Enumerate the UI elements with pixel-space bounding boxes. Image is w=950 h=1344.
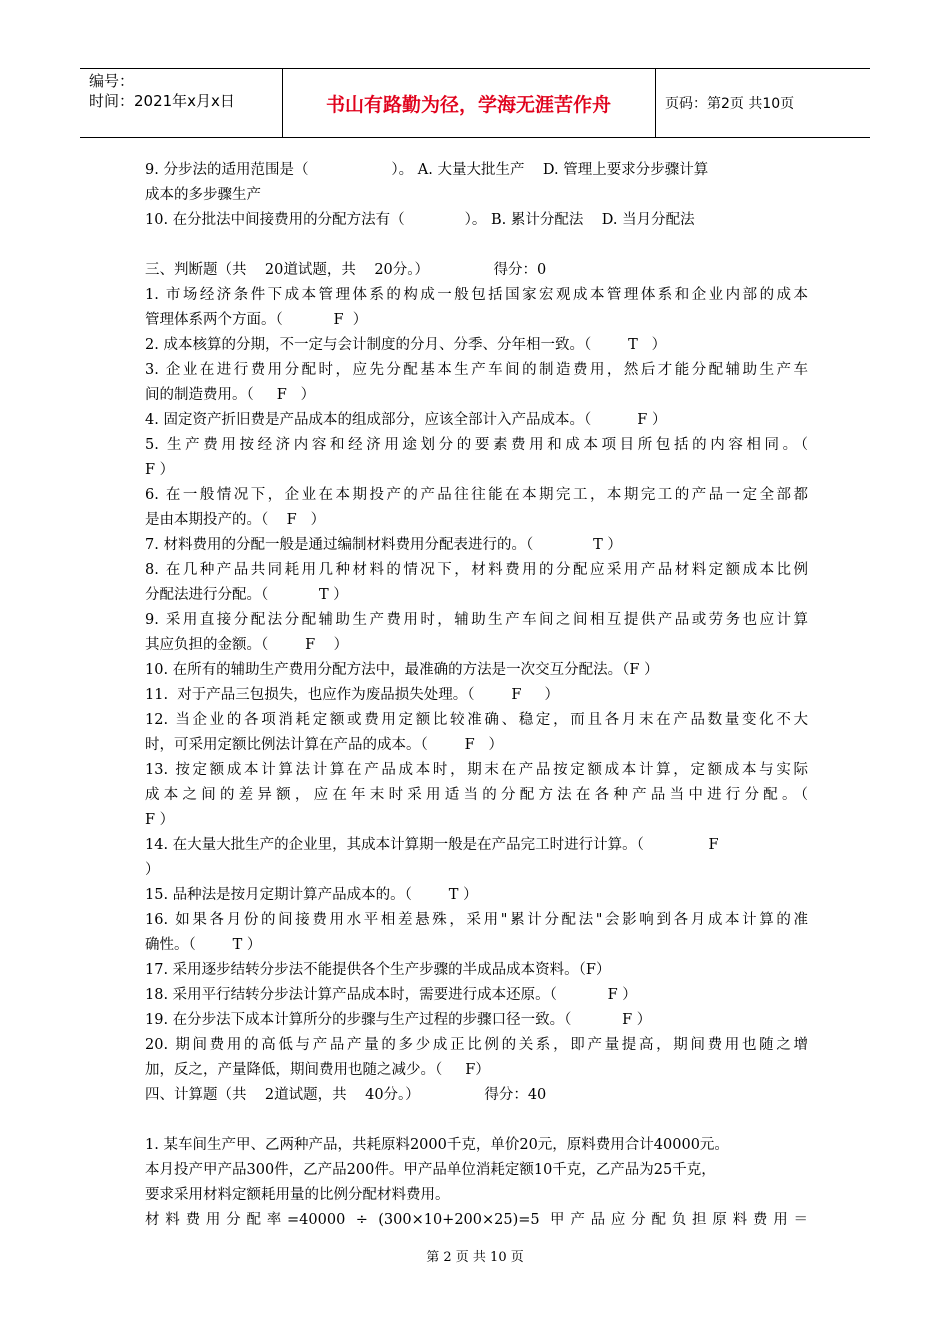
header-motto: 书山有路勤为径，学海无涯苦作舟 [282, 69, 656, 137]
text-line: 12. 当企业的各项消耗定额或费用定额比较准确、稳定，而且各月末在产品数量变化不大 [145, 712, 808, 728]
text-line: 17. 采用逐步结转分步法不能提供各个生产步骤的半成品成本资料。（F） [145, 962, 611, 978]
text-line: 时，可采用定额比例法计算在产品的成本。（ F ） [145, 737, 504, 753]
text-line: 管理体系两个方面。（ F ） [145, 312, 368, 328]
text-line: 3. 企业在进行费用分配时，应先分配基本生产车间的制造费用，然后才能分配辅助生产车 [145, 362, 808, 378]
text-line: 7. 材料费用的分配一般是通过编制材料费用分配表进行的。（ T ） [145, 537, 622, 553]
text-line: 18. 采用平行结转分步法计算产品成本时，需要进行成本还原。（ F ） [145, 987, 637, 1003]
text-line: 20. 期间费用的高低与产品产量的多少成正比例的关系，即产量提高，期间费用也随之增 [145, 1037, 808, 1053]
text-line: 9. 分步法的适用范围是（ ）。 A. 大量大批生产 D. 管理上要求分步骤计算 [145, 162, 709, 178]
text-line: 9. 采用直接分配法分配辅助生产费用时，辅助生产车间之间相互提供产品或劳务也应计算 [145, 612, 808, 628]
header-meta-cell [80, 69, 283, 137]
text-line: 要求采用材料定额耗用量的比例分配材料费用。 [145, 1187, 450, 1203]
number-label: 编号： [89, 72, 135, 90]
text-line: 本月投产甲产品300件，乙产品200件。甲产品单位消耗定额10千克，乙产品为25千克， [145, 1162, 716, 1178]
text-line: 分配法进行分配。（ T ） [145, 587, 348, 603]
text-line: 15. 品种法是按月定期计算产品成本的。（ T ） [145, 887, 478, 903]
text-line: 其应负担的金额。（ F ） [145, 637, 349, 653]
text-line: 1. 某车间生产甲、乙两种产品，共耗原料2000千克，单价20元，原料费用合计40000元。 [145, 1137, 729, 1153]
text-line: 19. 在分步法下成本计算所分的步骤与生产过程的步骤口径一致。（ F ） [145, 1012, 652, 1028]
text-line: 10. 在分批法中间接费用的分配方法有（ ）。 B. 累计分配法 D. 当月分配法 [145, 212, 695, 228]
text-line: 14. 在大量大批生产的企业里，其成本计算期一般是在产品完工时进行计算。（ F [145, 837, 719, 853]
text-line: 4. 固定资产折旧费是产品成本的组成部分，应该全部计入产品成本。（ F ） [145, 412, 667, 428]
header-table [80, 68, 870, 138]
text-line: 13. 按定额成本计算法计算在产品成本时，期末在产品按定额成本计算，定额成本与实际 [145, 762, 808, 778]
section-heading-calculation: 四、计算题（共 2道试题，共 40分。） 得分：40 [145, 1087, 547, 1103]
text-line: 16. 如果各月份的间接费用水平相差悬殊，采用"累计分配法"会影响到各月成本计算的准 [145, 912, 808, 928]
date-label: 时间：2021年x月x日 [89, 92, 235, 110]
text-line: 加，反之，产量降低，期间费用也随之减少。（ F） [145, 1062, 490, 1078]
text-line: F ） [145, 812, 175, 828]
text-line: 6. 在一般情况下，企业在本期投产的产品往往能在本期完工，本期完工的产品一定全部都 [145, 487, 808, 503]
text-line: 成本的多步骤生产 [145, 187, 261, 203]
text-line: 1. 市场经济条件下成本管理体系的构成一般包括国家宏观成本管理体系和企业内部的成本 [145, 287, 808, 303]
text-line: 成本之间的差异额，应在年末时采用适当的分配方法在各种产品当中进行分配。（ [145, 787, 808, 803]
header-page-info: 页码：第2页 共10页 [665, 96, 795, 112]
text-line: 确性。（ T ） [145, 937, 262, 953]
text-line: 间的制造费用。（ F ） [145, 387, 316, 403]
text-line: 5. 生产费用按经济内容和经济用途划分的要素费用和成本项目所包括的内容相同。（ [145, 437, 808, 453]
text-line: 是由本期投产的。（ F ） [145, 512, 326, 528]
text-line: F ） [145, 462, 175, 478]
text-line: 11. 对于产品三包损失，也应作为废品损失处理。（ F ） [145, 687, 560, 703]
text-line: ） [145, 862, 160, 878]
text-line: 材料费用分配率=40000 ÷ (300×10+200×25)=5 甲产品应分配负担原料费用＝ [145, 1212, 808, 1228]
section-heading-judgment: 三、判断题（共 20道试题，共 20分。） 得分：0 [145, 262, 547, 278]
text-line: 10. 在所有的辅助生产费用分配方法中，最准确的方法是一次交互分配法。（F ） [145, 662, 659, 678]
text-line: 8. 在几种产品共同耗用几种材料的情况下，材料费用的分配应采用产品材料定额成本比例 [145, 562, 808, 578]
page-footer: 第 2 页 共 10 页 [426, 1250, 524, 1265]
text-line: 2. 成本核算的分期，不一定与会计制度的分月、分季、分年相一致。（ T ） [145, 337, 667, 353]
